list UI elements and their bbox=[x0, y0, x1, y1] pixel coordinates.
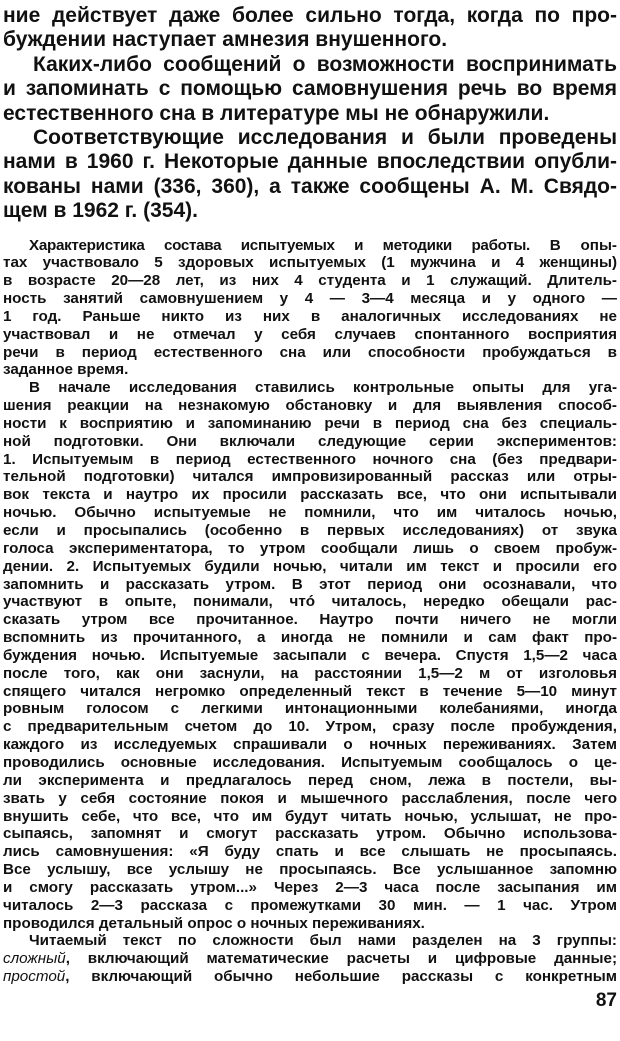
text-line: ровным голосом с легкими интонационными колебаниями, иногда bbox=[3, 700, 617, 718]
text-line: и запоминать с помощью самовнушения речь во время bbox=[3, 77, 617, 101]
section-heading: Характеристика состава испытуемых и методики работы. bbox=[29, 236, 530, 254]
text-line: голоса экспериментатора, то утром сообщали лишь о своем пробуж- bbox=[3, 539, 617, 557]
text-line: звать у себя состояние покоя и мышечного расслабления, после чего bbox=[3, 789, 617, 807]
text-line: вспомнить из прочитанного, а иногда не помнили и сам факт про- bbox=[3, 629, 617, 647]
text-line: шения реакции на незнакомую обстановку и для выявления способ- bbox=[3, 397, 617, 415]
text-line bbox=[3, 968, 617, 986]
paragraph bbox=[3, 932, 617, 986]
text-line: ность занятий самовнушением у 4 — 3—4 месяца и у одного — bbox=[3, 290, 617, 308]
text-segment: , включающий математические расчеты и цифровые данные; bbox=[65, 950, 617, 968]
text-line: буждении наступает амнезия внушенного. bbox=[3, 28, 448, 52]
text-line: тах участвовало 5 здоровых испытуемых (1 мужчина и 4 женщины) bbox=[3, 254, 617, 272]
text-line: ночью. Обычно испытуемые не помнили, что им читалось ночью, bbox=[3, 504, 617, 522]
text-line: участвовал и не отмечал у себя случаев спонтанного восприятия bbox=[3, 325, 617, 343]
page-number: 87 bbox=[595, 990, 617, 1011]
text-line: тельной подготовки) читался импровизированный рассказ или отры- bbox=[3, 468, 617, 486]
paragraph bbox=[3, 379, 617, 932]
text-line: буждения ночью. Испытуемые засыпали с вечера. Спустя 1,5—2 часа bbox=[3, 646, 617, 664]
section-paragraph-methods bbox=[3, 237, 617, 380]
text-line: каждого из исследуемых спрашивали о ночных переживаниях. Затем bbox=[3, 736, 617, 754]
paragraph bbox=[3, 4, 617, 53]
emphasized-term: простой bbox=[3, 968, 66, 986]
text-line: внушить себе, что все, что им будут читать ночью, услышат, не про- bbox=[3, 807, 617, 825]
text-line: читалось 2—3 рассказа с промежутками 30 мин. — 1 час. Утром bbox=[3, 896, 617, 914]
paragraph bbox=[3, 126, 617, 224]
text-line: заданное время. bbox=[3, 361, 129, 379]
text-line: ности к восприятию и запоминанию речи в период сна без специаль- bbox=[3, 414, 617, 432]
text-line: 1 год. Раньше никто из них в аналогичных исследованиях не bbox=[3, 307, 617, 325]
text-line: Соответствующие исследования и были проведены bbox=[33, 125, 617, 149]
text-segment: , включающий обычно небольшие рассказы с конкретным bbox=[65, 968, 617, 986]
emphasized-term: сложный bbox=[3, 950, 66, 968]
text-segment: В опы- bbox=[529, 236, 617, 254]
text-line: Каких-либо сообщений о возможности воспринимать bbox=[33, 52, 617, 76]
page-body bbox=[3, 4, 617, 986]
text-line: ние действует даже более сильно тогда, когда по про- bbox=[3, 4, 617, 27]
text-line bbox=[3, 950, 617, 968]
text-line: и смогу рассказать утром...» Через 2—3 часа после засыпания им bbox=[3, 878, 617, 896]
text-line: участвуют в опыте, понимали, чтó читалось, нередко обещали рас- bbox=[3, 593, 617, 611]
text-line: спящего читался негромко определенный текст в течение 5—10 минут bbox=[3, 682, 617, 700]
text-line: естественного сна в литературе мы не обнаружили. bbox=[3, 101, 550, 125]
text-line: в возрасте 20—28 лет, из них 4 студента и 1 служащий. Длитель- bbox=[3, 272, 617, 290]
text-line: 1. Испытуемым в период естественного ночного сна (без предвари- bbox=[3, 450, 617, 468]
text-line: проводились основные исследования. Испытуемым сообщалось о це- bbox=[3, 753, 617, 771]
text-line: нами в 1960 г. Некоторые данные впоследствии опубли- bbox=[3, 150, 617, 174]
paragraph bbox=[3, 53, 617, 126]
text-line: Читаемый текст по сложности был нами разделен на 3 группы: bbox=[29, 932, 617, 950]
text-line: сказать утром все прочитанное. Наутро почти ничего не могли bbox=[3, 611, 617, 629]
text-line: проводился детальный опрос о ночных переживаниях. bbox=[3, 914, 425, 932]
text-line: вок текста и наутро их просили рассказать все, что они испытывали bbox=[3, 486, 617, 504]
text-line: лись самовнушения: «Я буду спать и все слышать не просыпаясь. bbox=[3, 843, 617, 861]
text-line: Все услышу, все услышу не просыпаясь. Все услышанное запомню bbox=[3, 861, 617, 879]
text-line: после того, как они заснули, на расстоянии 1,5—2 м от изголовья bbox=[3, 664, 617, 682]
text-line: ли эксперимента и предлагалось перед сном, лежа в постели, вы- bbox=[3, 771, 617, 789]
text-line: сыпаясь, запомнят и смогут рассказать утром. Обычно использова- bbox=[3, 825, 617, 843]
text-line: кованы нами (336, 360), а также сообщены А. М. Свядо- bbox=[3, 174, 617, 198]
text-line: речи в период естественного сна или способности пробуждаться в bbox=[3, 343, 617, 361]
text-line bbox=[3, 237, 617, 255]
text-line: В начале исследования ставились контрольные опыты для уга- bbox=[29, 379, 617, 397]
text-line: если и просыпались (особенно в первых исследованиях) от звука bbox=[3, 522, 617, 540]
text-line: ной подготовки. Они включали следующие серии экспериментов: bbox=[3, 432, 617, 450]
text-line: запомнить и рассказать утром. В этот период они осознавали, что bbox=[3, 575, 617, 593]
text-line: с предварительным счетом до 10. Утром, сразу после пробуждения, bbox=[3, 718, 617, 736]
text-line: щем в 1962 г. (354). bbox=[3, 199, 198, 223]
text-line: дении. 2. Испытуемых будили ночью, читали им текст и просили его bbox=[3, 557, 617, 575]
